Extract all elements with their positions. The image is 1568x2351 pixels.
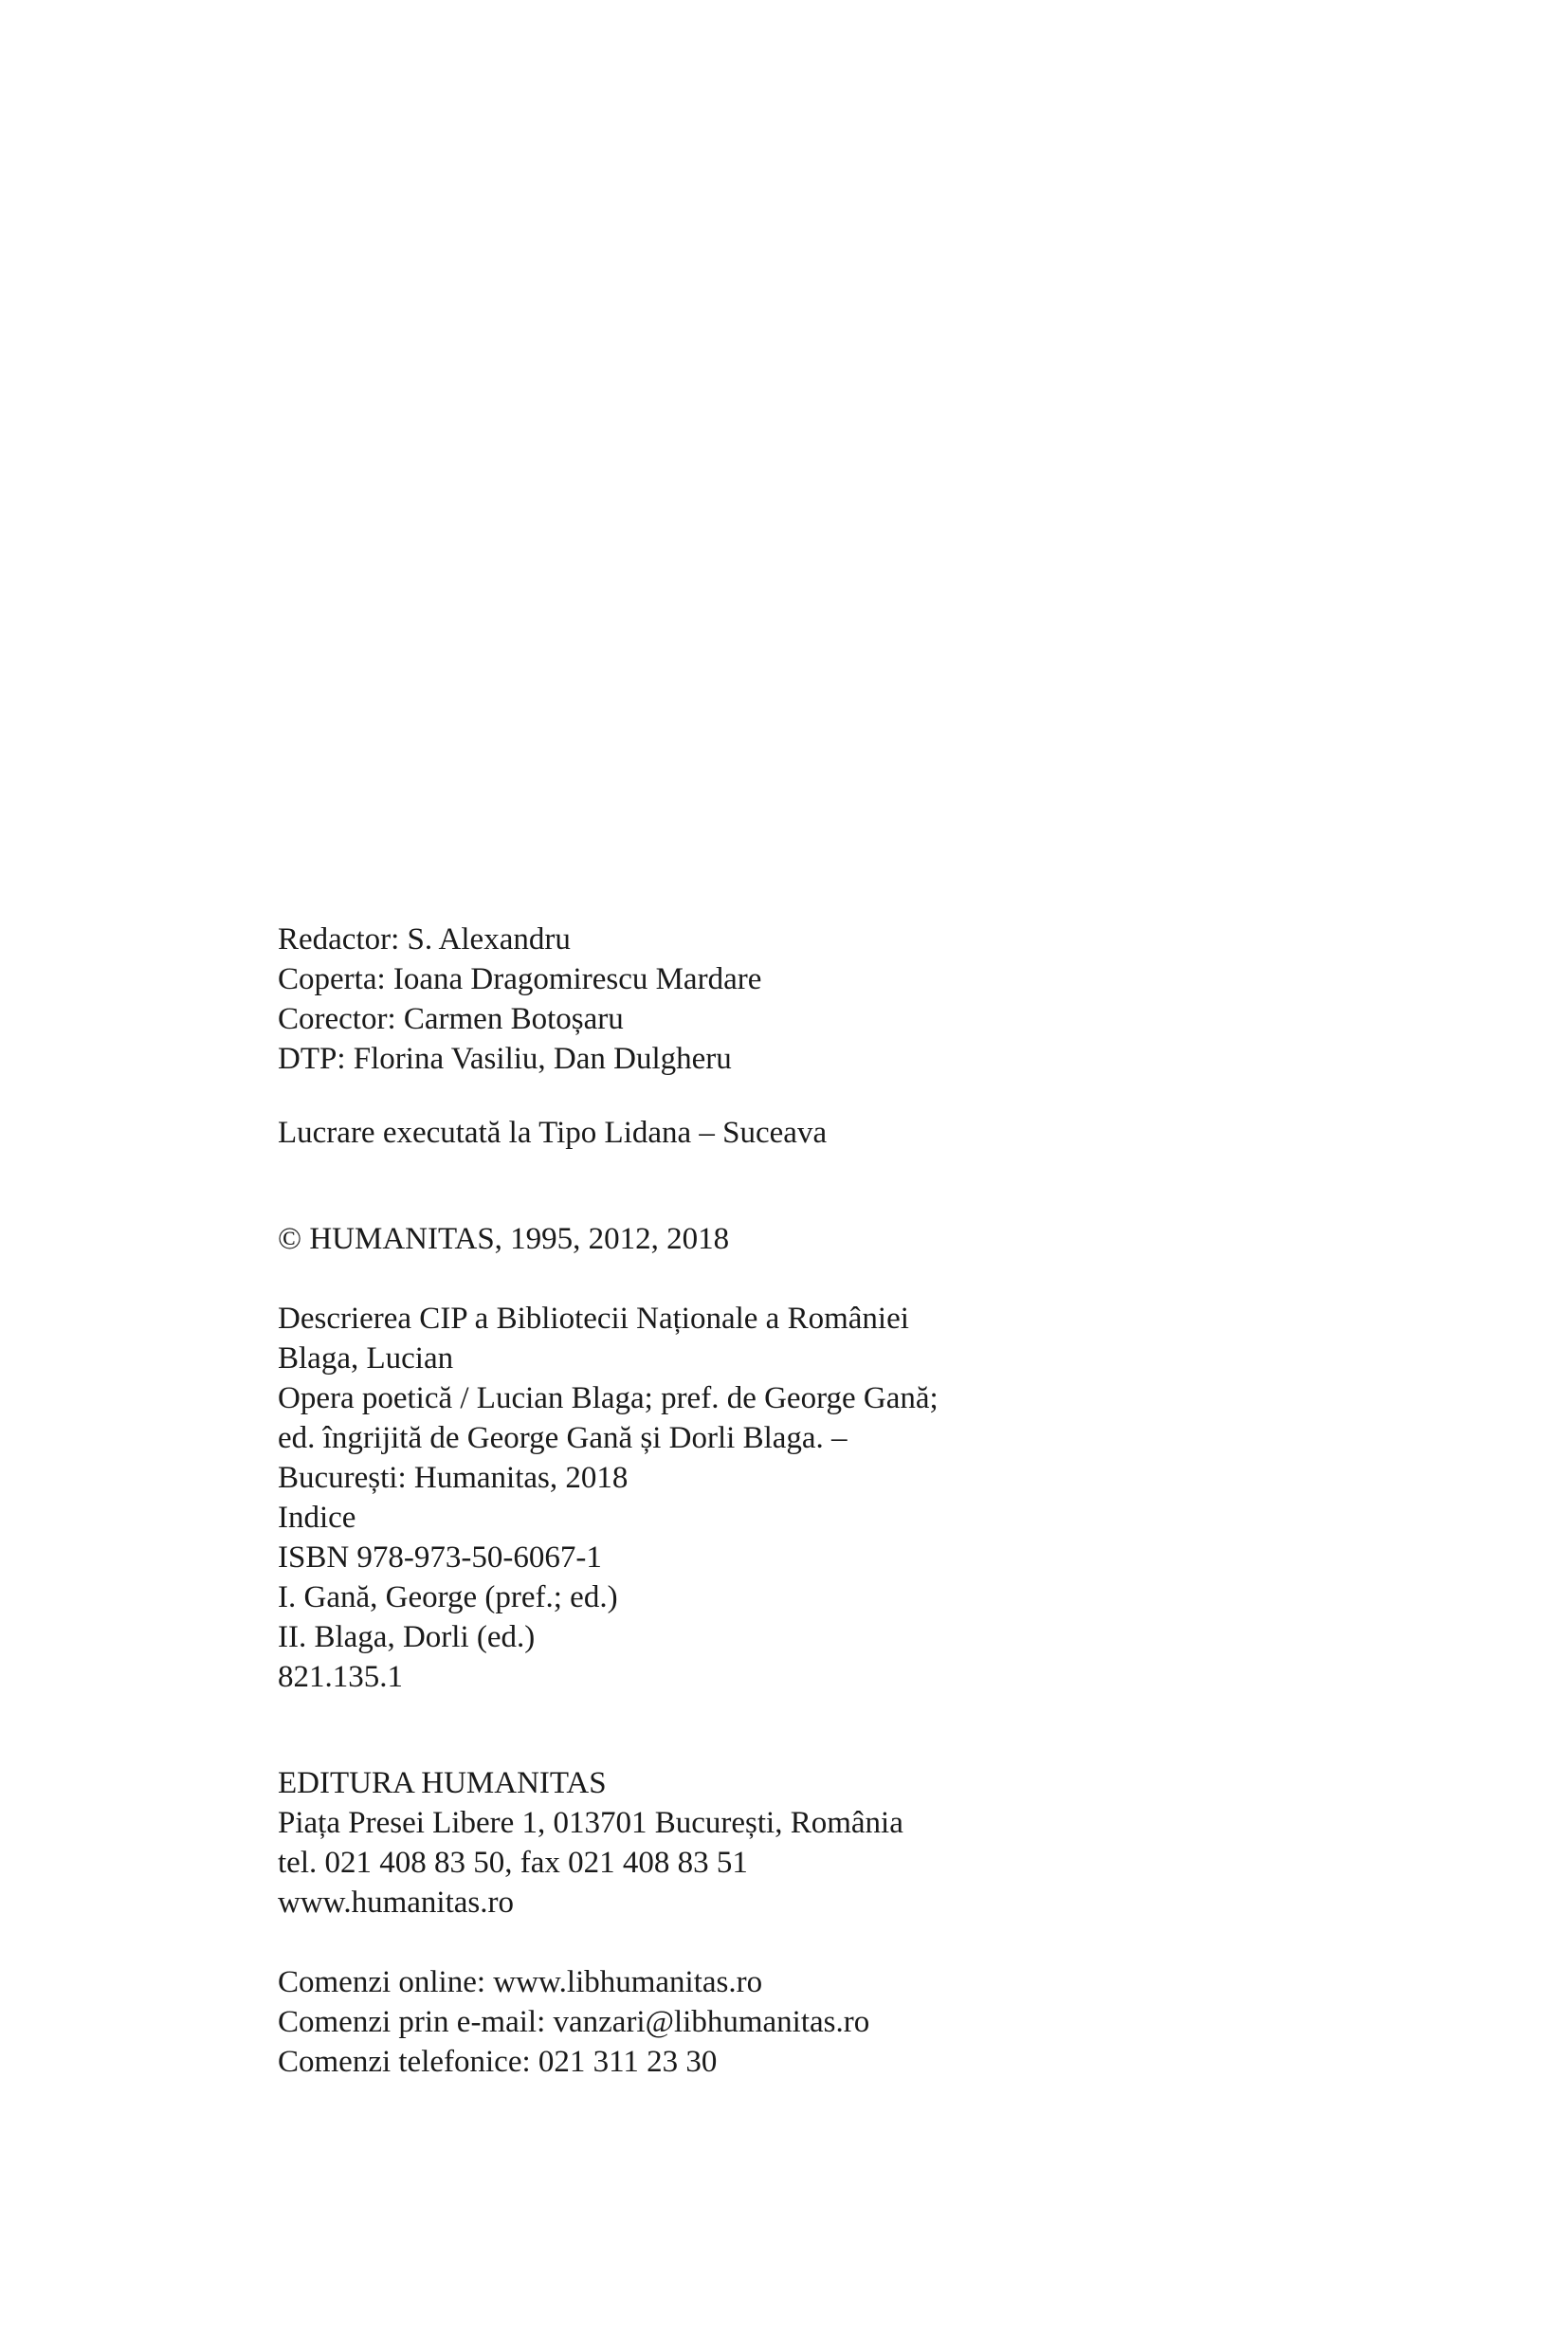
cip-author: Blaga, Lucian: [278, 1341, 454, 1376]
cip-isbn: ISBN 978-973-50-6067-1: [278, 1540, 602, 1575]
orders-online: Comenzi online: www.libhumanitas.ro: [278, 1965, 763, 1999]
publisher-name: EDITURA HUMANITAS: [278, 1766, 607, 1800]
printing-block: [278, 1113, 1415, 1153]
orders-phone: Comenzi telefonice: 021 311 23 30: [278, 2045, 718, 2079]
cip-entry-1: I. Gană, George (pref.; ed.): [278, 1580, 618, 1614]
credits-block: [278, 920, 1415, 1079]
copyright-block: [278, 1219, 1415, 1259]
cip-classification: 821.135.1: [278, 1660, 403, 1694]
credit-proofreader: Corector: Carmen Botoșaru: [278, 1002, 624, 1036]
orders-block: [278, 1962, 1415, 2082]
cip-heading: Descrierea CIP a Bibliotecii Naționale a României: [278, 1302, 909, 1336]
cip-imprint: București: Humanitas, 2018: [278, 1461, 629, 1495]
cip-index: Indice: [278, 1501, 356, 1535]
credit-cover: Coperta: Ioana Dragomirescu Mardare: [278, 962, 762, 996]
publisher-website: www.humanitas.ro: [278, 1886, 514, 1920]
cip-edition: ed. îngrijită de George Gană și Dorli Blaga. –: [278, 1421, 848, 1455]
cip-block: [278, 1299, 1415, 1697]
copyright-notice: © HUMANITAS, 1995, 2012, 2018: [278, 1222, 730, 1256]
credit-dtp: DTP: Florina Vasiliu, Dan Dulgheru: [278, 1042, 732, 1076]
publisher-phone: tel. 021 408 83 50, fax 021 408 83 51: [278, 1846, 748, 1880]
cip-entry-2: II. Blaga, Dorli (ed.): [278, 1620, 536, 1654]
orders-email: Comenzi prin e-mail: vanzari@libhumanitas.ro: [278, 2005, 870, 2039]
cip-title: Opera poetică / Lucian Blaga; pref. de George Gană;: [278, 1381, 939, 1415]
publisher-block: [278, 1763, 1415, 1923]
publisher-address: Piața Presei Libere 1, 013701 București, România: [278, 1806, 903, 1840]
imprint-page: [278, 920, 1415, 2082]
credit-editor: Redactor: S. Alexandru: [278, 922, 571, 957]
printing-note: Lucrare executată la Tipo Lidana – Suceava: [278, 1116, 828, 1150]
